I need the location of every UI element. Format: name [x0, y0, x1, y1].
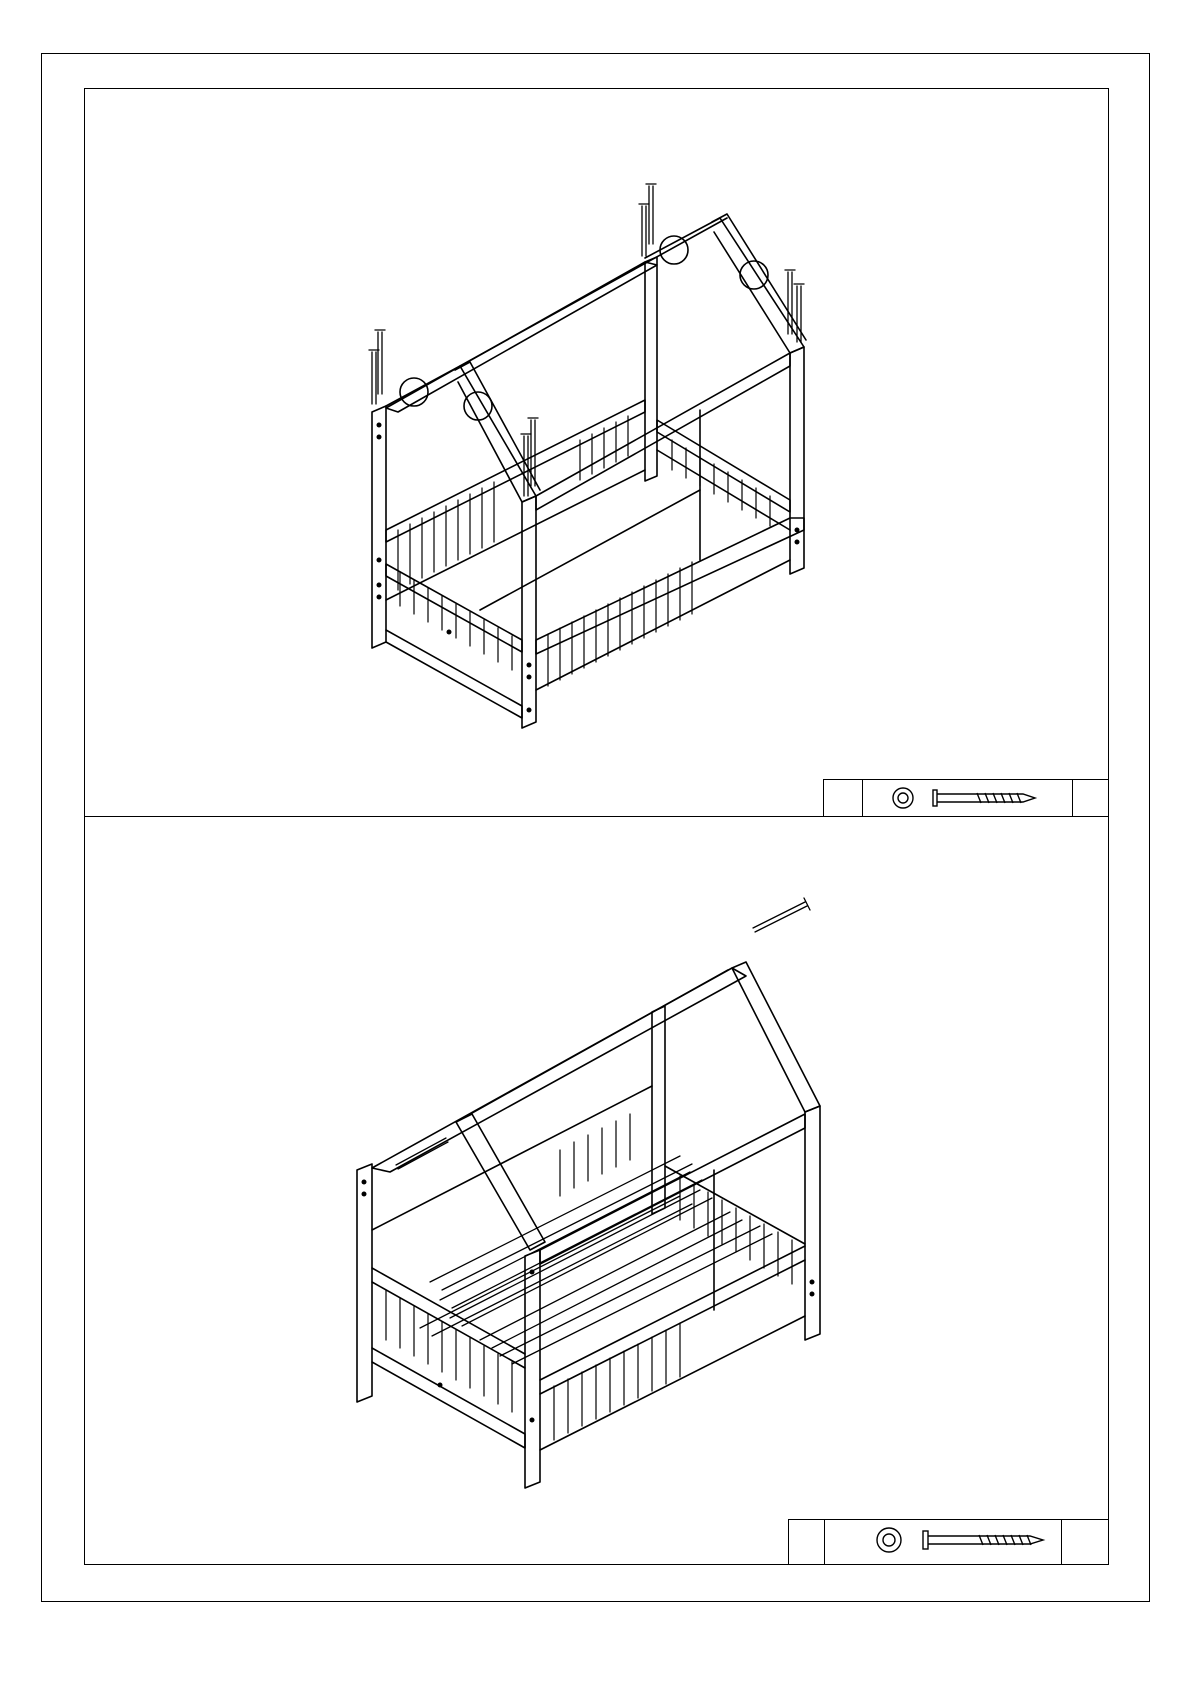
step-2-house-bed-drawing — [357, 898, 820, 1488]
hardware-quantity-cell — [1062, 1520, 1109, 1565]
step-1-bed-frame-drawing — [369, 184, 806, 728]
step-1-hardware-box — [823, 779, 1109, 817]
screw-with-washer-icon — [825, 1520, 1062, 1565]
screw-with-washer-icon — [863, 780, 1073, 817]
hardware-quantity-cell — [1073, 780, 1109, 817]
hardware-blank-cell — [824, 780, 863, 817]
hardware-blank-cell — [789, 1520, 825, 1565]
step-2-hardware-box — [788, 1519, 1109, 1565]
